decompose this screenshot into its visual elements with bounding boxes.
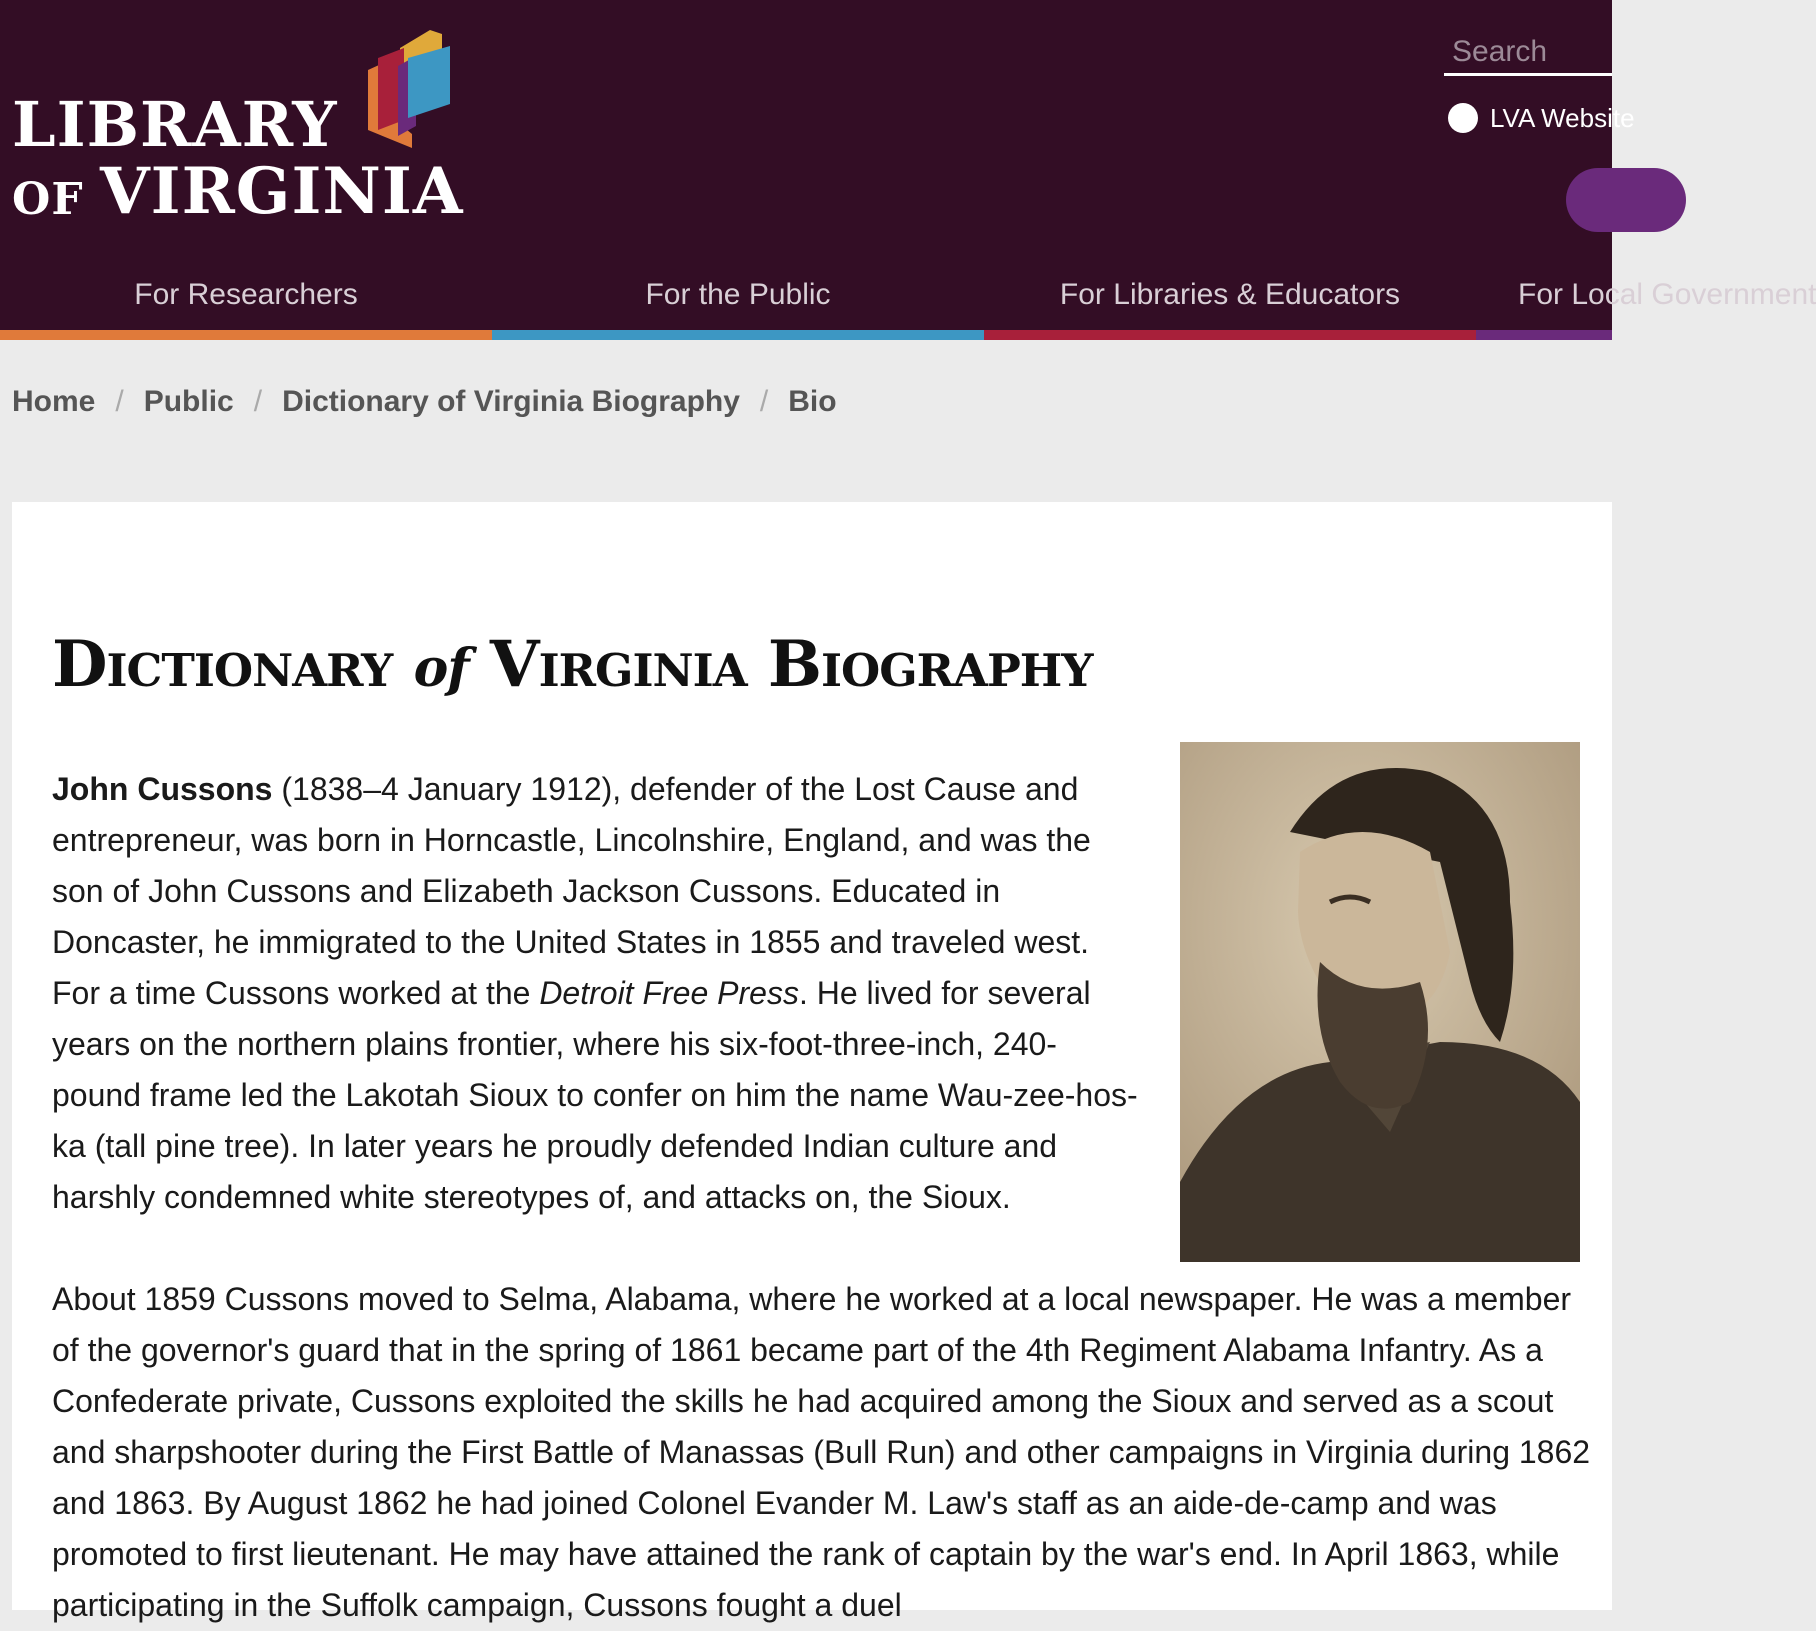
site-header <box>0 0 1816 340</box>
breadcrumb-home[interactable]: Home <box>12 385 96 418</box>
breadcrumb-public[interactable]: Public <box>143 385 234 418</box>
breadcrumb <box>12 380 837 424</box>
breadcrumb-current: Bio <box>788 385 837 418</box>
nav-for-researchers[interactable] <box>0 250 492 340</box>
breadcrumb-dictionary[interactable]: Dictionary of Virginia Biography <box>282 385 740 418</box>
nav-label: For the Public <box>645 278 831 311</box>
nav-accent-bar <box>492 330 984 340</box>
bio-text: . He lived for several years on the northern plains frontier, where his six-foot-three-inch, 240-pound frame led the Lakotah Sioux to confer on him the name Wau-zee-hos-ka (tall pine tree). In later years he proudly defended Indian culture and harshly condemned white stereotypes of, and attacks on, the Sioux. <box>52 975 1138 1215</box>
bio-text: (1838–4 January 1912), defender of the Lost Cause and entrepreneur, was born in Horncastle, Lincolnshire, England, and was the son of John Cussons and Elizabeth Jackson Cussons. Educated in Doncaster, he immigrated to the United States in 1855 and traveled west. For a time Cussons worked at the <box>52 771 1091 1011</box>
content-card <box>12 502 1612 1623</box>
breadcrumb-separator: / <box>115 385 124 418</box>
page-title <box>52 623 1092 711</box>
library-of-virginia-logo[interactable] <box>12 30 462 230</box>
search-input[interactable] <box>1444 30 1612 76</box>
bio-paragraph <box>52 764 1142 1223</box>
breadcrumb-separator: / <box>759 385 769 418</box>
logo-text-of: OF <box>12 174 84 225</box>
search-area <box>1444 30 1635 240</box>
biography-text <box>52 764 1592 1631</box>
breadcrumb-separator: / <box>253 385 263 418</box>
bio-paragraph: About 1859 Cussons moved to Selma, Alabama, where he worked at a local newspaper. He was a member of the governor's guard that in the spring of 1861 became part of the 4th Regiment Alabama Infantry. As a Confederate private, Cussons exploited the skills he had acquired among the Sioux and served as a scout and sharpshooter during the First Battle of Manassas (Bull Run) and other campaigns in Virginia during 1862 and 1863. By August 1862 he had joined Colonel Evander M. Law's staff as an aide-de-camp and was promoted to first lieutenant. He may have attained the rank of captain by the war's end. In April 1863, while participating in the Suffolk campaign, Cussons fought a duel <box>52 1281 1591 1623</box>
nav-for-local-government[interactable] <box>1476 250 1816 340</box>
nav-label: For Local Government <box>1518 278 1816 311</box>
logo-text-library: LIBRARY <box>12 88 338 161</box>
title-part-of: of <box>413 637 469 699</box>
nav-for-libraries-educators[interactable] <box>984 250 1476 340</box>
subject-name: John Cussons <box>52 771 273 807</box>
nav-accent-bar <box>1476 330 1612 340</box>
nav-accent-bar <box>984 330 1476 340</box>
nav-for-the-public[interactable] <box>492 250 984 340</box>
search-button[interactable] <box>1566 168 1686 232</box>
nav-label: For Libraries & Educators <box>1059 278 1401 311</box>
main-nav <box>0 250 1816 340</box>
nav-label: For Researchers <box>134 278 358 311</box>
nav-accent-bar <box>0 330 492 340</box>
title-part-virginia-biography: Virginia Biography <box>489 626 1093 702</box>
publication-title: Detroit Free Press <box>539 975 799 1011</box>
search-scope-radio[interactable] <box>1448 98 1635 138</box>
logo-text-virginia: VIRGINIA <box>100 154 464 229</box>
radio-label-lva-website: LVA Website <box>1490 102 1635 133</box>
book-logo-icon <box>360 30 460 150</box>
title-part-dictionary: Dictionary <box>52 626 393 702</box>
radio-button-icon[interactable] <box>1448 103 1478 133</box>
